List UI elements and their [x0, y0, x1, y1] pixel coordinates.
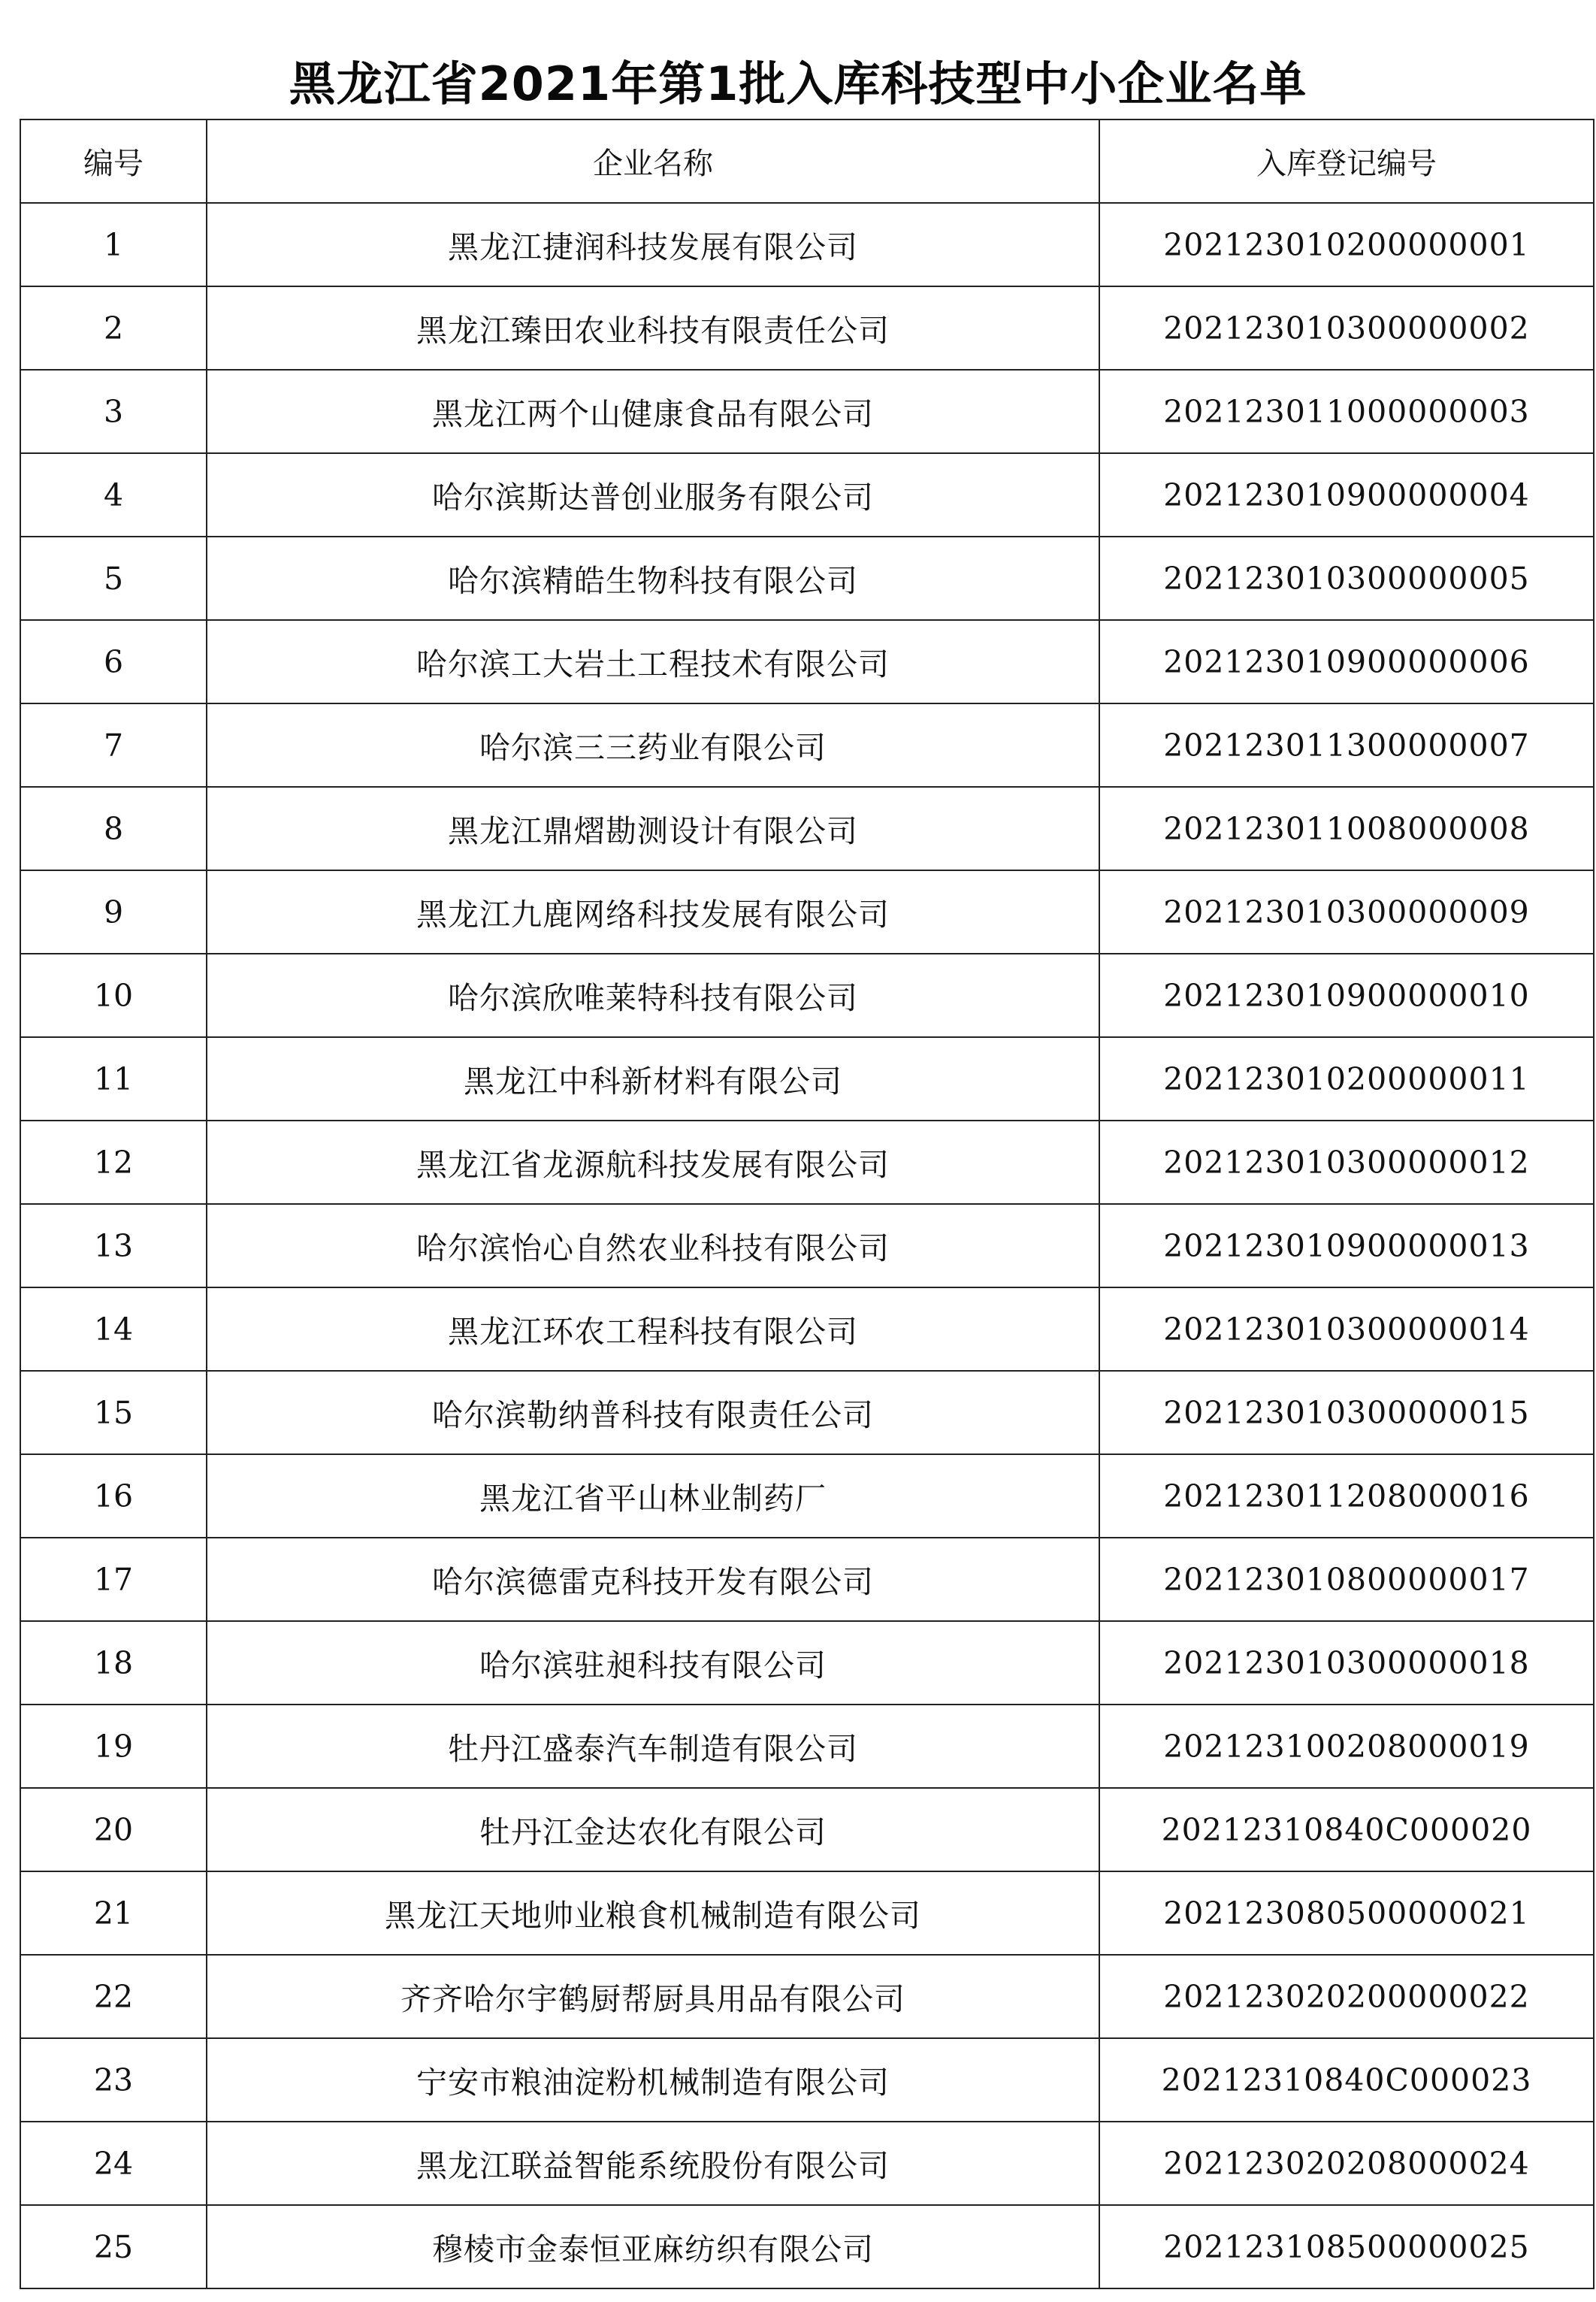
company-name: 哈尔滨欣唯莱特科技有限公司 [207, 954, 1099, 1037]
company-name: 哈尔滨工大岩土工程技术有限公司 [207, 620, 1099, 703]
table-row [20, 1371, 1594, 1454]
company-name: 宁安市粮油淀粉机械制造有限公司 [207, 2038, 1099, 2122]
company-name: 黑龙江九鹿网络科技发展有限公司 [207, 870, 1099, 954]
company-name: 哈尔滨德雷克科技开发有限公司 [207, 1538, 1099, 1621]
row-number: 13 [20, 1204, 207, 1287]
registration-code: 20212310840C000020 [1099, 1788, 1594, 1871]
table-row [20, 203, 1594, 286]
registration-code: 202123080500000021 [1099, 1871, 1594, 1955]
registration-code: 202123010900000010 [1099, 954, 1594, 1037]
registration-code: 202123010300000015 [1099, 1371, 1594, 1454]
company-name: 牡丹江盛泰汽车制造有限公司 [207, 1705, 1099, 1788]
registration-code: 202123010300000009 [1099, 870, 1594, 954]
table-row [20, 620, 1594, 703]
company-name: 黑龙江天地帅业粮食机械制造有限公司 [207, 1871, 1099, 1955]
row-number: 6 [20, 620, 207, 703]
company-name: 黑龙江捷润科技发展有限公司 [207, 203, 1099, 286]
company-name: 哈尔滨斯达普创业服务有限公司 [207, 453, 1099, 537]
company-name: 黑龙江环农工程科技有限公司 [207, 1287, 1099, 1371]
table-row [20, 2205, 1594, 2288]
table-row [20, 1204, 1594, 1287]
company-name: 黑龙江联益智能系统股份有限公司 [207, 2122, 1099, 2205]
table-row [20, 453, 1594, 537]
company-name: 哈尔滨勒纳普科技有限责任公司 [207, 1371, 1099, 1454]
row-number: 21 [20, 1871, 207, 1955]
row-number: 1 [20, 203, 207, 286]
company-name: 哈尔滨怡心自然农业科技有限公司 [207, 1204, 1099, 1287]
registration-code: 202123010300000005 [1099, 537, 1594, 620]
registration-code: 202123010200000001 [1099, 203, 1594, 286]
table-row [20, 1871, 1594, 1955]
row-number: 2 [20, 286, 207, 370]
registration-code: 202123010300000012 [1099, 1121, 1594, 1204]
company-name: 黑龙江臻田农业科技有限责任公司 [207, 286, 1099, 370]
registration-code: 202123020208000024 [1099, 2122, 1594, 2205]
registration-code: 202123108500000025 [1099, 2205, 1594, 2288]
registration-code: 202123011208000016 [1099, 1454, 1594, 1538]
table-row [20, 1454, 1594, 1538]
company-name: 哈尔滨精皓生物科技有限公司 [207, 537, 1099, 620]
table-row [20, 1538, 1594, 1621]
registration-code: 202123020200000022 [1099, 1955, 1594, 2038]
row-number: 19 [20, 1705, 207, 1788]
company-name: 哈尔滨驻昶科技有限公司 [207, 1621, 1099, 1705]
registration-code: 202123010300000014 [1099, 1287, 1594, 1371]
table-row [20, 1955, 1594, 2038]
table-row [20, 1788, 1594, 1871]
row-number: 22 [20, 1955, 207, 2038]
table-row [20, 1037, 1594, 1121]
row-number: 8 [20, 787, 207, 870]
table-row [20, 286, 1594, 370]
company-name: 牡丹江金达农化有限公司 [207, 1788, 1099, 1871]
registration-code: 202123010900000004 [1099, 453, 1594, 537]
company-name: 黑龙江鼎熠勘测设计有限公司 [207, 787, 1099, 870]
row-number: 7 [20, 703, 207, 787]
company-name: 黑龙江省平山林业制药厂 [207, 1454, 1099, 1538]
table-row [20, 1705, 1594, 1788]
table-header-row [20, 119, 1594, 203]
row-number: 16 [20, 1454, 207, 1538]
company-name: 黑龙江中科新材料有限公司 [207, 1037, 1099, 1121]
row-number: 18 [20, 1621, 207, 1705]
row-number: 14 [20, 1287, 207, 1371]
row-number: 23 [20, 2038, 207, 2122]
company-name: 哈尔滨三三药业有限公司 [207, 703, 1099, 787]
company-name: 黑龙江两个山健康食品有限公司 [207, 370, 1099, 453]
company-name: 黑龙江省龙源航科技发展有限公司 [207, 1121, 1099, 1204]
row-number: 15 [20, 1371, 207, 1454]
table-row [20, 2038, 1594, 2122]
table-row [20, 1287, 1594, 1371]
registration-code: 202123010800000017 [1099, 1538, 1594, 1621]
registration-code: 202123011300000007 [1099, 703, 1594, 787]
registration-code: 202123100208000019 [1099, 1705, 1594, 1788]
column-header-company-name: 企业名称 [207, 119, 1099, 203]
registration-code: 202123010900000013 [1099, 1204, 1594, 1287]
column-header-registration-code: 入库登记编号 [1099, 119, 1594, 203]
registration-code: 202123011008000008 [1099, 787, 1594, 870]
company-name: 齐齐哈尔宇鹤厨帮厨具用品有限公司 [207, 1955, 1099, 2038]
row-number: 9 [20, 870, 207, 954]
row-number: 20 [20, 1788, 207, 1871]
registration-code: 202123010200000011 [1099, 1037, 1594, 1121]
table-row [20, 1621, 1594, 1705]
table-row [20, 2122, 1594, 2205]
registration-code: 202123010900000006 [1099, 620, 1594, 703]
table-row [20, 1121, 1594, 1204]
row-number: 4 [20, 453, 207, 537]
company-name: 穆棱市金泰恒亚麻纺织有限公司 [207, 2205, 1099, 2288]
table-row [20, 787, 1594, 870]
row-number: 3 [20, 370, 207, 453]
registration-code: 202123010300000002 [1099, 286, 1594, 370]
table-row [20, 537, 1594, 620]
page-title: 黑龙江省2021年第1批入库科技型中小企业名单 [289, 56, 1307, 111]
table-row [20, 703, 1594, 787]
registration-code: 202123010300000018 [1099, 1621, 1594, 1705]
registration-code: 20212310840C000023 [1099, 2038, 1594, 2122]
table-row [20, 370, 1594, 453]
row-number: 24 [20, 2122, 207, 2205]
row-number: 10 [20, 954, 207, 1037]
row-number: 11 [20, 1037, 207, 1121]
row-number: 17 [20, 1538, 207, 1621]
row-number: 5 [20, 537, 207, 620]
registration-code: 202123011000000003 [1099, 370, 1594, 453]
row-number: 12 [20, 1121, 207, 1204]
table-body [20, 203, 1594, 2288]
enterprise-table [20, 119, 1594, 2289]
row-number: 25 [20, 2205, 207, 2288]
table-row [20, 954, 1594, 1037]
table-row [20, 870, 1594, 954]
column-header-number: 编号 [20, 119, 207, 203]
